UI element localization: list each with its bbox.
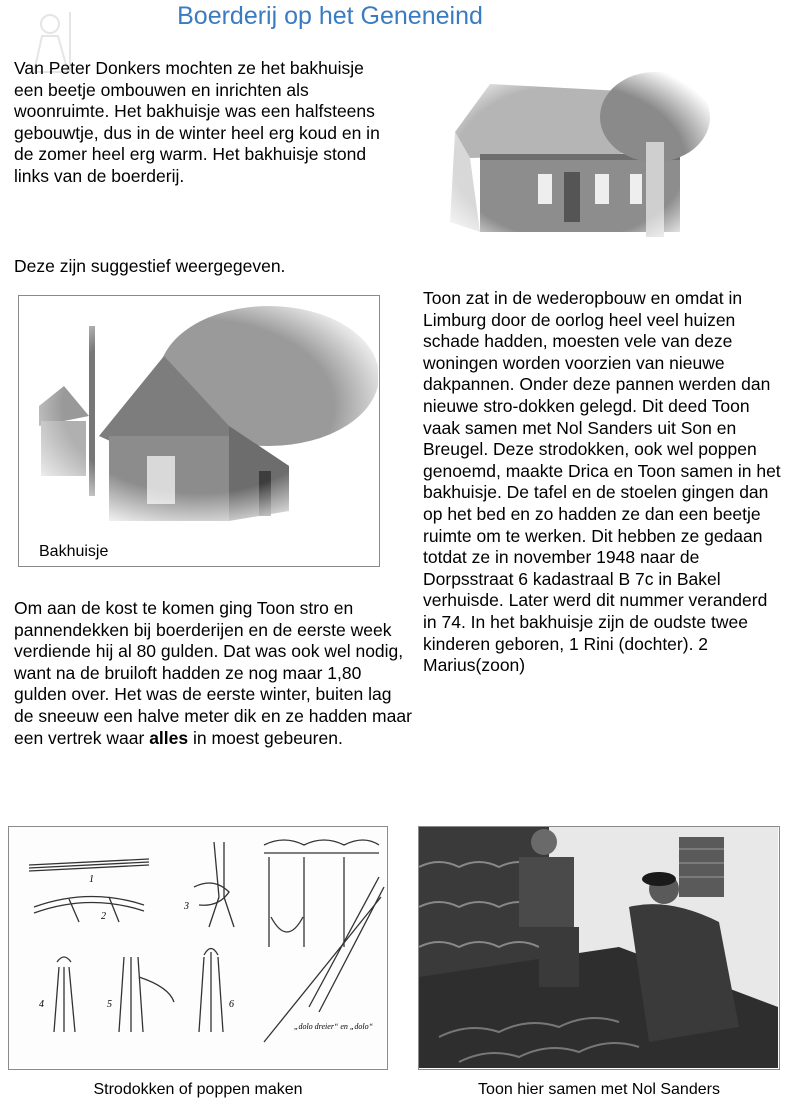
kost-text-part1: Om aan de kost te komen ging Toon stro en pannendekken bij boerderijen en de eerste week verdiende hij al 80 gulden. Dat was ook wel nodig, want na de bruiloft hadden ze nog maar 1,80 gulden over. Het was de eerste winter, buiten lag de sneeuw een halve meter dik en ze hadden maar een vertrek waar xyxy=(14,598,412,748)
strodokken-caption: Strodokken of poppen maken xyxy=(93,1081,303,1098)
step-label-3: 3 xyxy=(184,901,189,912)
strodokken-drawing-frame xyxy=(8,826,388,1070)
step-label-2: 2 xyxy=(101,911,106,922)
toon-nol-caption: Toon hier samen met Nol Sanders xyxy=(478,1081,720,1098)
step-label-6: 6 xyxy=(229,999,234,1010)
farmhouse-photo xyxy=(420,62,720,262)
suggestive-note: Deze zijn suggestief weergegeven. xyxy=(14,256,286,276)
bakhuisje-photo xyxy=(19,296,378,526)
page-title: Boerderij op het Geneneind xyxy=(177,2,483,30)
kost-bold-word: alles xyxy=(149,727,189,748)
kost-paragraph xyxy=(14,598,414,749)
toon-nol-photo-frame xyxy=(418,826,780,1070)
step-label-1: 1 xyxy=(89,874,94,885)
step-label-4: 4 xyxy=(39,999,44,1010)
strodokken-drawing xyxy=(9,827,386,1068)
bakhuisje-caption: Bakhuisje xyxy=(39,543,109,560)
bakhuisje-photo-frame xyxy=(18,295,380,567)
kost-text-part2: in moest gebeuren. xyxy=(188,727,343,748)
drawing-signature: „dolo dreier“ en „dolo“ xyxy=(294,1022,374,1031)
step-label-5: 5 xyxy=(107,999,112,1010)
wederopbouw-paragraph: Toon zat in de wederopbouw en omdat in Limburg door de oorlog heel veel huizen schade hadden, moesten vele van deze woningen worden voorzien van nieuwe dakpannen. Onder deze pannen werden dan nieuwe stro-dokken gelegd. Dit deed Toon vaak samen met Nol Sanders uit Son en Breugel. Deze strodokken, ook wel poppen genoemd, maakte Drica en Toon samen in het bakhuisje. De tafel en de stoelen gingen dan op het bed en zo hadden ze dan een beetje ruimte om te werken. Dit hebben ze gedaan totdat ze in november 1948 naar de Dorpsstraat 6 kadastraal B 7c in Bakel verhuisde. Later werd dit nummer veranderd in 74. In het bakhuisje zijn de oudste twee kinderen geboren, 1 Rini (dochter). 2 Marius(zoon) xyxy=(423,288,781,676)
intro-paragraph: Van Peter Donkers mochten ze het bakhuisje een beetje ombouwen en inrichten als woonruimte. Het bakhuisje was een halfsteens gebouwtje, dus in de winter heel erg koud en in de zomer heel erg warm. Het bakhuisje stond links van de boerderij. xyxy=(14,58,380,186)
toon-nol-photo xyxy=(419,827,778,1068)
